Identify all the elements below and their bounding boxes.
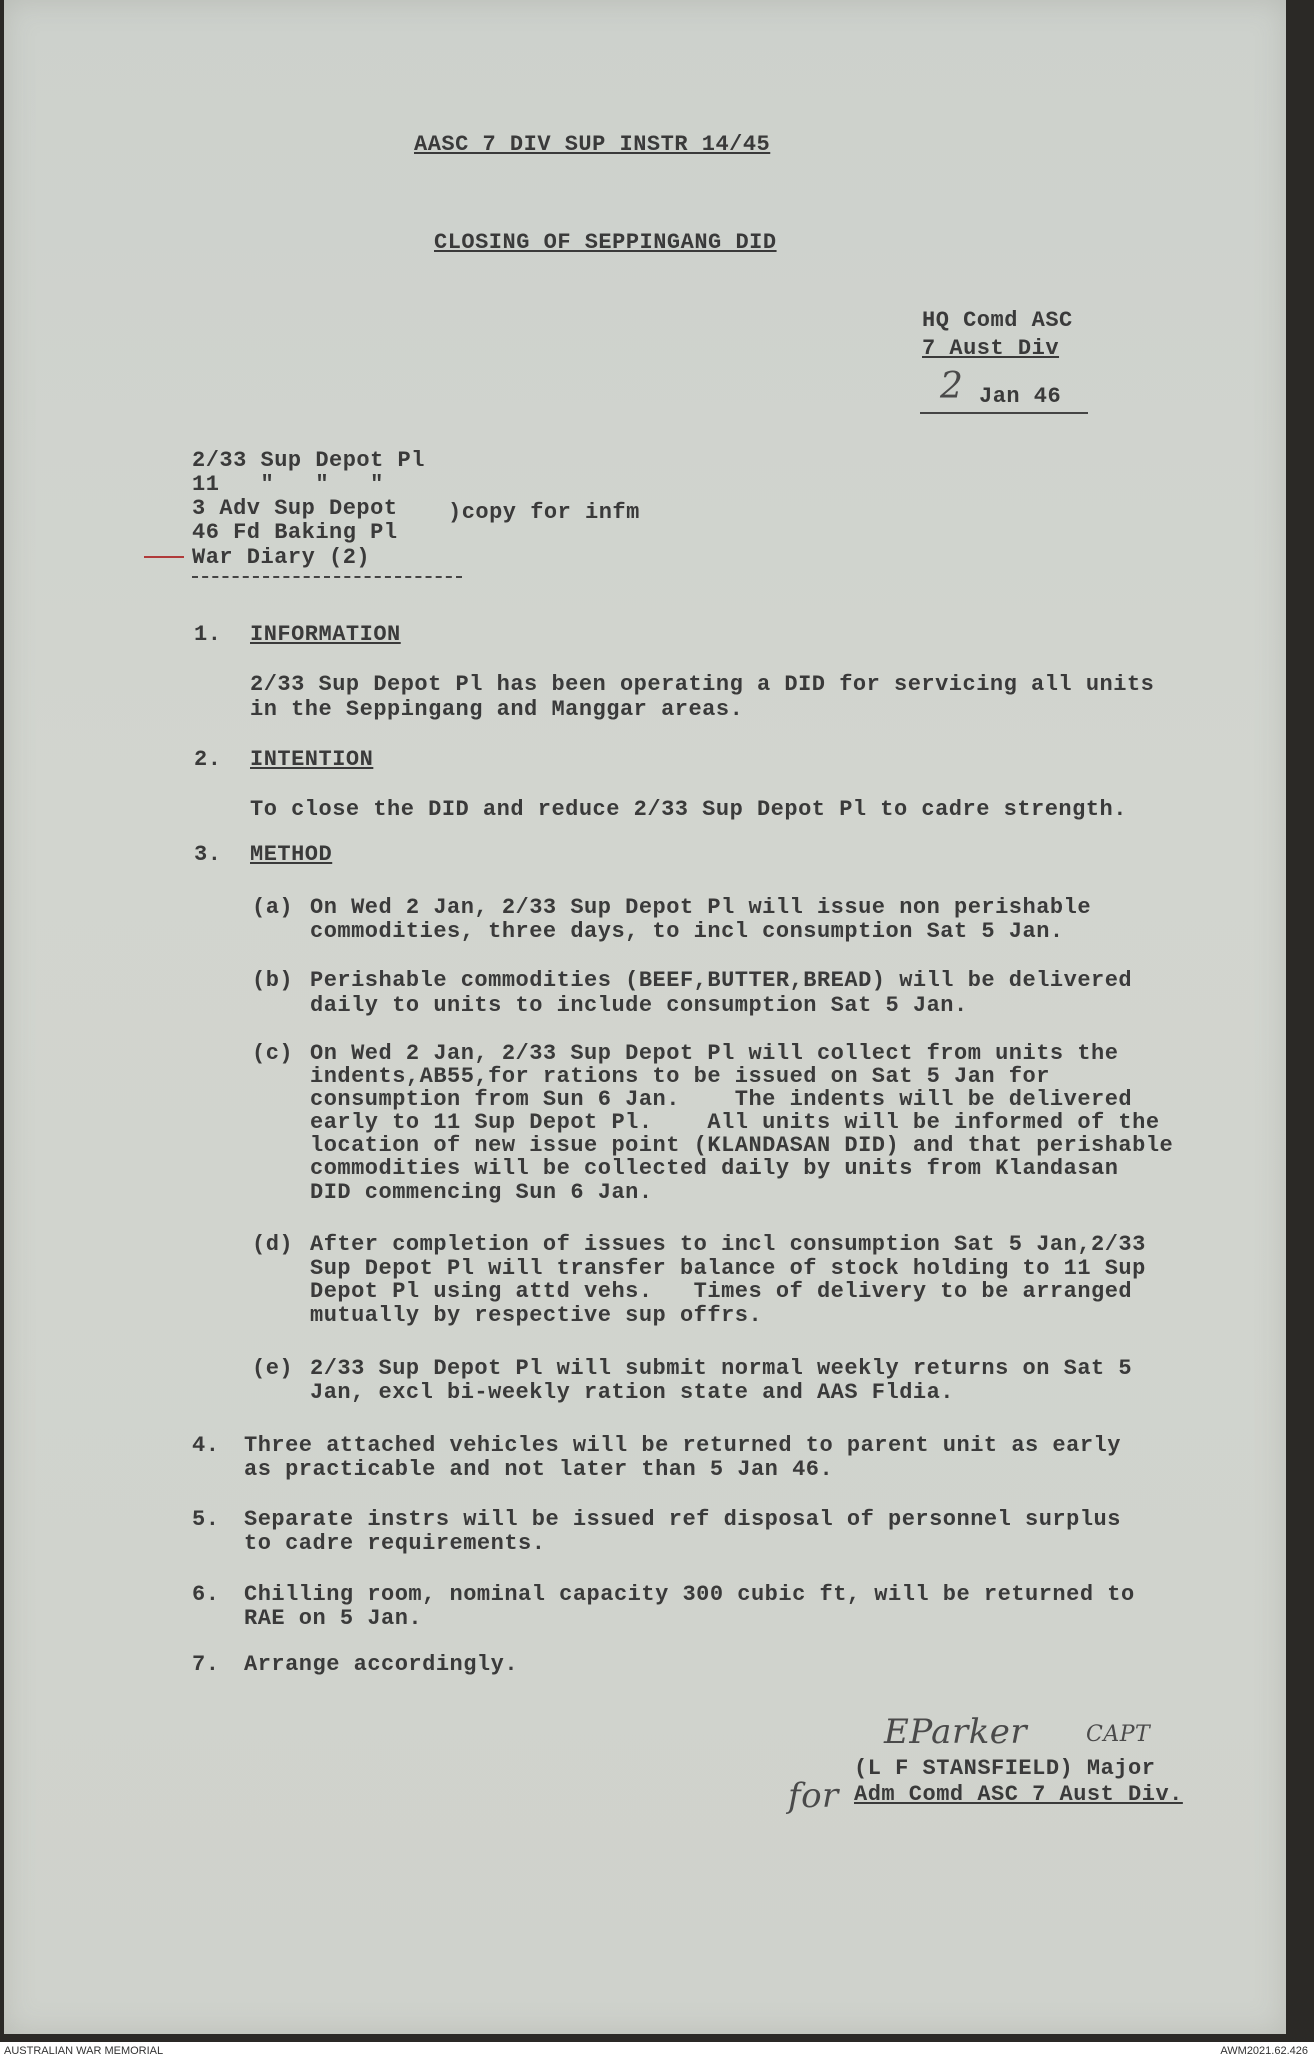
method-e-label: (e) bbox=[252, 1356, 294, 1381]
method-c-line-4: early to 11 Sup Depot Pl. All units will be informed of the bbox=[310, 1110, 1160, 1135]
method-d-line-2: Sup Depot Pl will transfer balance of stock holding to 11 Sup bbox=[310, 1256, 1146, 1281]
para-6-line-2: RAE on 5 Jan. bbox=[244, 1606, 423, 1631]
method-c-line-6: commodities will be collected daily by units from Klandasan bbox=[310, 1156, 1119, 1181]
section-2-text-1: To close the DID and reduce 2/33 Sup Depot Pl to cadre strength. bbox=[250, 797, 1127, 822]
footer-accession-number: AWM2021.62.426 bbox=[1220, 2045, 1308, 2057]
archive-footer bbox=[0, 2042, 1314, 2061]
handwritten-rank: CAPT bbox=[1086, 1722, 1151, 1747]
handwritten-signature: EParker bbox=[884, 1712, 1028, 1752]
document-title: AASC 7 DIV SUP INSTR 14/45 bbox=[414, 132, 771, 157]
signatory-appointment: Adm Comd ASC 7 Aust Div. bbox=[854, 1782, 1183, 1807]
date-rest: Jan 46 bbox=[979, 384, 1062, 409]
document-page bbox=[4, 0, 1286, 2034]
addressee-2: 11 " " " bbox=[192, 472, 384, 497]
method-c-line-7: DID commencing Sun 6 Jan. bbox=[310, 1180, 653, 1205]
document-subtitle: CLOSING OF SEPPINGANG DID bbox=[434, 230, 777, 255]
section-2-heading: INTENTION bbox=[250, 747, 374, 772]
para-4-number: 4. bbox=[192, 1433, 220, 1458]
para-7-line-1: Arrange accordingly. bbox=[244, 1652, 519, 1677]
method-c-line-5: location of new issue point (KLANDASAN DID) and that perishable bbox=[310, 1133, 1174, 1158]
method-b-line-2: daily to units to include consumption Sat 5 Jan. bbox=[310, 993, 968, 1018]
addressee-1: 2/33 Sup Depot Pl bbox=[192, 448, 425, 473]
red-tick-mark bbox=[144, 556, 184, 558]
para-7-number: 7. bbox=[192, 1652, 220, 1677]
method-d-line-3: Depot Pl using attd vehs. Times of delivery to be arranged bbox=[310, 1279, 1133, 1304]
footer-institution: AUSTRALIAN WAR MEMORIAL bbox=[4, 2045, 164, 2057]
addressee-3: 3 Adv Sup Depot bbox=[192, 496, 398, 521]
method-d-line-1: After completion of issues to incl consumption Sat 5 Jan,2/33 bbox=[310, 1232, 1146, 1257]
copy-note: )copy for infm bbox=[448, 500, 640, 525]
method-c-label: (c) bbox=[252, 1041, 294, 1066]
method-b-label: (b) bbox=[252, 968, 294, 993]
para-4-line-1: Three attached vehicles will be returned to parent unit as early bbox=[244, 1433, 1121, 1458]
para-4-line-2: as practicable and not later than 5 Jan 46. bbox=[244, 1457, 834, 1482]
method-c-line-1: On Wed 2 Jan, 2/33 Sup Depot Pl will collect from units the bbox=[310, 1041, 1119, 1066]
section-3-heading: METHOD bbox=[250, 842, 333, 867]
hq-line-2: 7 Aust Div bbox=[922, 336, 1060, 361]
para-5-line-2: to cadre requirements. bbox=[244, 1531, 546, 1556]
section-3-number: 3. bbox=[194, 842, 222, 867]
para-6-line-1: Chilling room, nominal capacity 300 cubic ft, will be returned to bbox=[244, 1582, 1135, 1607]
section-1-text-1: 2/33 Sup Depot Pl has been operating a DID for servicing all units bbox=[250, 672, 1155, 697]
addressee-4: 46 Fd Baking Pl bbox=[192, 520, 398, 545]
para-6-number: 6. bbox=[192, 1582, 220, 1607]
para-5-line-1: Separate instrs will be issued ref disposal of personnel surplus bbox=[244, 1507, 1121, 1532]
para-5-number: 5. bbox=[192, 1507, 220, 1532]
method-e-line-1: 2/33 Sup Depot Pl will submit normal weekly returns on Sat 5 bbox=[310, 1356, 1133, 1381]
addressee-rule bbox=[192, 576, 462, 578]
addressee-5: War Diary (2) bbox=[192, 545, 371, 570]
section-1-heading: INFORMATION bbox=[250, 622, 401, 647]
method-c-line-2: indents,AB55,for rations to be issued on Sat 5 Jan for bbox=[310, 1064, 1050, 1089]
signatory-name: (L F STANSFIELD) Major bbox=[854, 1756, 1156, 1781]
method-d-label: (d) bbox=[252, 1232, 294, 1257]
method-a-label: (a) bbox=[252, 895, 294, 920]
date-underline bbox=[920, 412, 1088, 414]
method-d-line-4: mutually by respective sup offrs. bbox=[310, 1303, 763, 1328]
section-2-number: 2. bbox=[194, 747, 222, 772]
handwritten-for: for bbox=[788, 1776, 839, 1816]
section-1-text-2: in the Seppingang and Manggar areas. bbox=[250, 697, 744, 722]
hq-line-1: HQ Comd ASC bbox=[922, 308, 1073, 333]
method-a-line-2: commodities, three days, to incl consumption Sat 5 Jan. bbox=[310, 919, 1064, 944]
method-e-line-2: Jan, excl bi-weekly ration state and AAS Fldia. bbox=[310, 1380, 955, 1405]
section-1-number: 1. bbox=[194, 622, 222, 647]
method-c-line-3: consumption from Sun 6 Jan. The indents will be delivered bbox=[310, 1087, 1133, 1112]
method-b-line-1: Perishable commodities (BEEF,BUTTER,BREAD) will be delivered bbox=[310, 968, 1133, 993]
method-a-line-1: On Wed 2 Jan, 2/33 Sup Depot Pl will issue non perishable bbox=[310, 895, 1092, 920]
date-day-handwritten: 2 bbox=[940, 366, 964, 407]
